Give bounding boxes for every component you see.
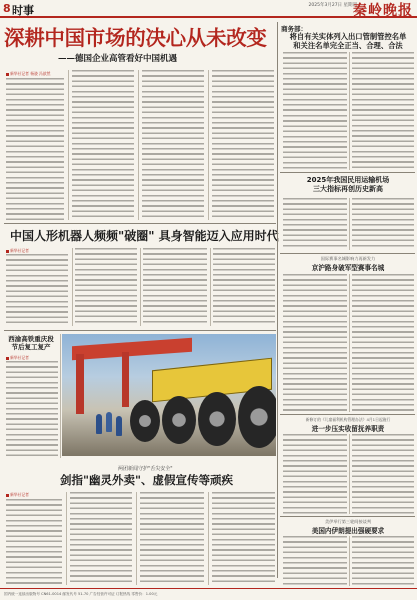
lead-column-4 bbox=[212, 70, 274, 220]
ghost-takeout-headline: 剑指"幽灵外卖"、虚假宣传等顽疾 bbox=[60, 473, 233, 487]
page-footer bbox=[0, 588, 417, 600]
commerce-column-1 bbox=[283, 52, 347, 112]
airport-headline: 2025年我国民用运输机场 三大指标再创历史新高 bbox=[306, 176, 390, 193]
ghost-column-3 bbox=[140, 492, 204, 585]
welfare-column-1 bbox=[283, 434, 347, 514]
photo-caption: 两团新闻守护"舌尖安全" bbox=[118, 466, 173, 472]
ghost-column-2 bbox=[70, 492, 132, 585]
airport-column-2 bbox=[352, 198, 414, 250]
beijing-column-2 bbox=[352, 274, 414, 412]
robot-column-1 bbox=[6, 254, 68, 324]
us-iran-kicker: 美伊举行第三轮间接谈判 bbox=[324, 519, 372, 524]
lead-subheadline: ——德国企业高管看好中国机遇 bbox=[58, 54, 178, 64]
section-name: 时事 bbox=[12, 4, 34, 17]
news-photo-heavy-vehicle bbox=[62, 334, 276, 456]
ghost-column-4 bbox=[212, 492, 275, 585]
beijing-kicker: 国际赛事名城影响力再新发力 bbox=[320, 256, 376, 261]
robot-byline: 新华社记者 bbox=[6, 248, 29, 254]
welfare-kicker: 新修订的《儿童福利机构管理办法》4月1日起施行 bbox=[305, 417, 391, 422]
lead-column-3 bbox=[142, 70, 204, 220]
page-number: 8 bbox=[3, 2, 11, 15]
masthead bbox=[0, 0, 417, 18]
airport-column-1 bbox=[283, 198, 347, 250]
footer-text: 国内统一连续出版物号 CN61-0014 邮发代号 51-70 广告经营许可证 订报热线 零售价：1.00元 bbox=[4, 592, 158, 596]
rail-headline: 西渝高铁重庆段 节后复工复产 bbox=[8, 335, 54, 351]
commerce-column-2 bbox=[352, 52, 414, 170]
rail-byline: 新华社记者 bbox=[6, 355, 29, 361]
beijing-headline: 京沪路身破军型赛事名城 bbox=[311, 264, 385, 272]
robot-column-2 bbox=[75, 248, 137, 326]
commerce-kicker: 商务部： bbox=[281, 25, 307, 33]
paper-logo: 秦岭晚报 bbox=[353, 3, 413, 19]
us-iran-headline: 美国内伊朗提出强硬要求 bbox=[311, 527, 385, 535]
issue-info: 2025年3月27日 星期四 bbox=[308, 3, 357, 8]
welfare-column-2 bbox=[352, 434, 414, 514]
robot-column-4 bbox=[213, 248, 275, 326]
lead-column-1 bbox=[6, 78, 64, 220]
lead-byline: 新华社记者 杨骁 冯歆然 bbox=[6, 71, 50, 77]
ghost-byline: 新华社记者 bbox=[6, 492, 29, 498]
rail-column bbox=[6, 361, 58, 458]
us-iran-column-2 bbox=[352, 536, 414, 586]
lead-column-2 bbox=[72, 70, 134, 220]
robot-headline: 中国人形机器人频频"破圈" 具身智能迈入应用时代 bbox=[10, 229, 279, 243]
ghost-column-1 bbox=[6, 499, 62, 585]
us-iran-column-1 bbox=[283, 536, 347, 586]
commerce-column-3 bbox=[283, 115, 347, 170]
lead-headline: 深耕中国市场的决心从未改变 bbox=[4, 26, 267, 50]
robot-column-3 bbox=[143, 248, 207, 326]
beijing-column-1 bbox=[283, 274, 347, 412]
welfare-headline: 进一步压实收留抚养职责 bbox=[311, 425, 385, 433]
commerce-headline: 将自有关实体列入出口管制管控名单 和关注名单完全正当、合理、合法 bbox=[289, 32, 407, 50]
